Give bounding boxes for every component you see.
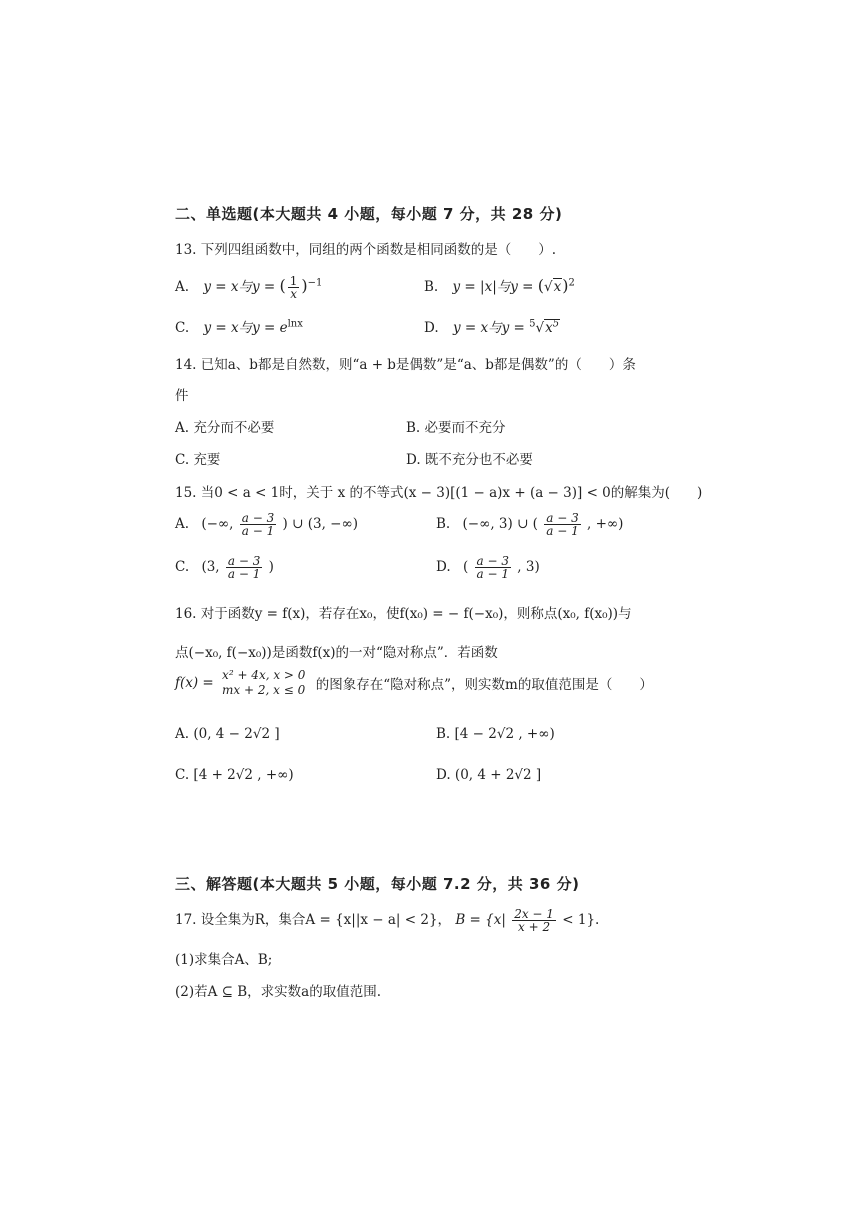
set-b-prefix: B = {x| — [455, 912, 506, 928]
fraction — [475, 555, 511, 580]
option-label: C. — [175, 559, 190, 575]
frac-num: a − 3 — [476, 554, 509, 568]
exponent: 5 — [552, 318, 560, 330]
frac-den: a − 1 — [241, 524, 275, 538]
question-13-stem: 13. 下列四组函数中，同组的两个函数是相同函数的是（ ）. — [175, 242, 557, 258]
section-title-single-choice: 二、单选题(本大题共 4 小题，每小题 7 分，共 28 分) — [175, 205, 563, 223]
option-label: D. — [424, 320, 439, 336]
root-index: 5 — [529, 318, 536, 330]
option-label: B. — [436, 516, 451, 532]
question-13-option-a: A. y = x与y = ( $\frac{1}{x}$ )$^{-1}$ — [175, 274, 323, 301]
fraction — [226, 555, 262, 580]
question-17-stem — [175, 908, 599, 933]
piecewise-cases — [222, 668, 305, 698]
question-15-option-b — [436, 512, 623, 537]
frac-num: 2x − 1 — [514, 907, 554, 921]
question-14-stem: 14. 已知a、b都是自然数，则“a + b是偶数”是“a、b都是偶数”的（ ）条 — [175, 357, 636, 373]
section-title-answer: 三、解答题(本大题共 5 小题，每小题 7.2 分，共 36 分) — [175, 875, 580, 893]
question-16-stem-3: 的图象存在“隐对称点”，则实数m的取值范围是（ ） — [315, 677, 653, 693]
option-label: B. — [424, 279, 439, 295]
question-13-option-b: B. y = |x|与$y = (√x)^2$ — [424, 276, 575, 295]
frac-den: a − 1 — [546, 524, 579, 538]
question-16-option-c: C. [4 + 2√2 , +∞) — [175, 767, 294, 783]
question-16-piecewise — [175, 668, 653, 698]
question-13-option-c — [175, 316, 303, 336]
fraction: $\frac{1}{x}$ — [289, 274, 298, 301]
question-17-part-1: (1)求集合A、B; — [175, 952, 273, 968]
option-label: A. — [175, 279, 190, 295]
question-15-option-c — [175, 555, 274, 580]
option-text: ) ∪ (3, −∞) — [282, 516, 358, 532]
question-16-option-b: B. [4 − 2√2 , +∞) — [436, 726, 555, 742]
option-label: C. — [175, 320, 190, 336]
frac-num: a − 3 — [227, 554, 261, 568]
fraction — [512, 908, 556, 933]
set-b-suffix: < 1}. — [562, 912, 600, 928]
fraction — [240, 512, 276, 537]
exponent: 2 — [568, 277, 575, 289]
option-text: y = x与y = — [203, 279, 276, 295]
question-15-option-d — [436, 555, 540, 580]
exponent: −1 — [307, 277, 323, 289]
frac-num: a − 3 — [241, 511, 275, 525]
question-14-option-b: B. 必要而不充分 — [406, 420, 506, 436]
option-label: A. — [175, 516, 190, 532]
question-15-stem: 15. 当0 < a < 1时，关于 x 的不等式(x − 3)[(1 − a)x + (a − 3)] < 0的解集为( ) — [175, 485, 703, 501]
option-text: (3, — [201, 559, 220, 575]
option-text: (−∞, — [201, 516, 234, 532]
question-16-option-d: D. (0, 4 + 2√2 ] — [436, 767, 542, 783]
option-text: ( — [462, 559, 469, 575]
question-14-option-a: A. 充分而不必要 — [175, 420, 275, 436]
option-text: ) — [268, 559, 274, 575]
radicand: x — [545, 320, 553, 336]
option-text: (−∞, 3) ∪ ( — [462, 516, 538, 532]
fraction — [544, 512, 580, 537]
case-2: mx + 2, x ≤ 0 — [222, 683, 306, 697]
question-14-option-c: C. 充要 — [175, 452, 221, 468]
frac-den: x + 2 — [518, 920, 551, 934]
option-text: y = x与y = — [452, 320, 525, 336]
question-13-option-d: D. y = x与$y = ^5√x^5$ — [424, 318, 560, 336]
question-14-option-d: D. 既不充分也不必要 — [406, 452, 533, 468]
frac-num: a − 3 — [546, 511, 579, 525]
option-text: , 3) — [517, 559, 540, 575]
frac-den: a − 1 — [227, 567, 261, 581]
question-17-part-2: (2)若A ⊆ B，求实数a的取值范围. — [175, 984, 382, 1000]
question-16-option-a: A. (0, 4 − 2√2 ] — [175, 726, 280, 742]
frac-den: a − 1 — [476, 567, 509, 581]
question-17-text: 17. 设全集为R，集合A = {x||x − a| < 2}， — [175, 912, 452, 928]
question-14-stem-cont: 件 — [175, 388, 189, 404]
option-label: D. — [436, 559, 451, 575]
exponent: lnx — [287, 318, 303, 330]
case-1: x² + 4x, x > 0 — [222, 668, 306, 682]
question-16-stem: 16. 对于函数y = f(x)，若存在x₀，使f(x₀) = − f(−x₀)，则称点(x₀, f(x₀))与 — [175, 606, 632, 622]
option-text: y = x与y = e — [203, 320, 288, 336]
option-text: y = |x|与y = — [452, 279, 534, 295]
question-16-stem-2: 点(−x₀, f(−x₀))是函数f(x)的一对“隐对称点”．若函数 — [175, 645, 498, 661]
question-15-option-a — [175, 512, 358, 537]
function-lhs: f(x) = — [175, 675, 214, 691]
option-text: , +∞) — [587, 516, 624, 532]
